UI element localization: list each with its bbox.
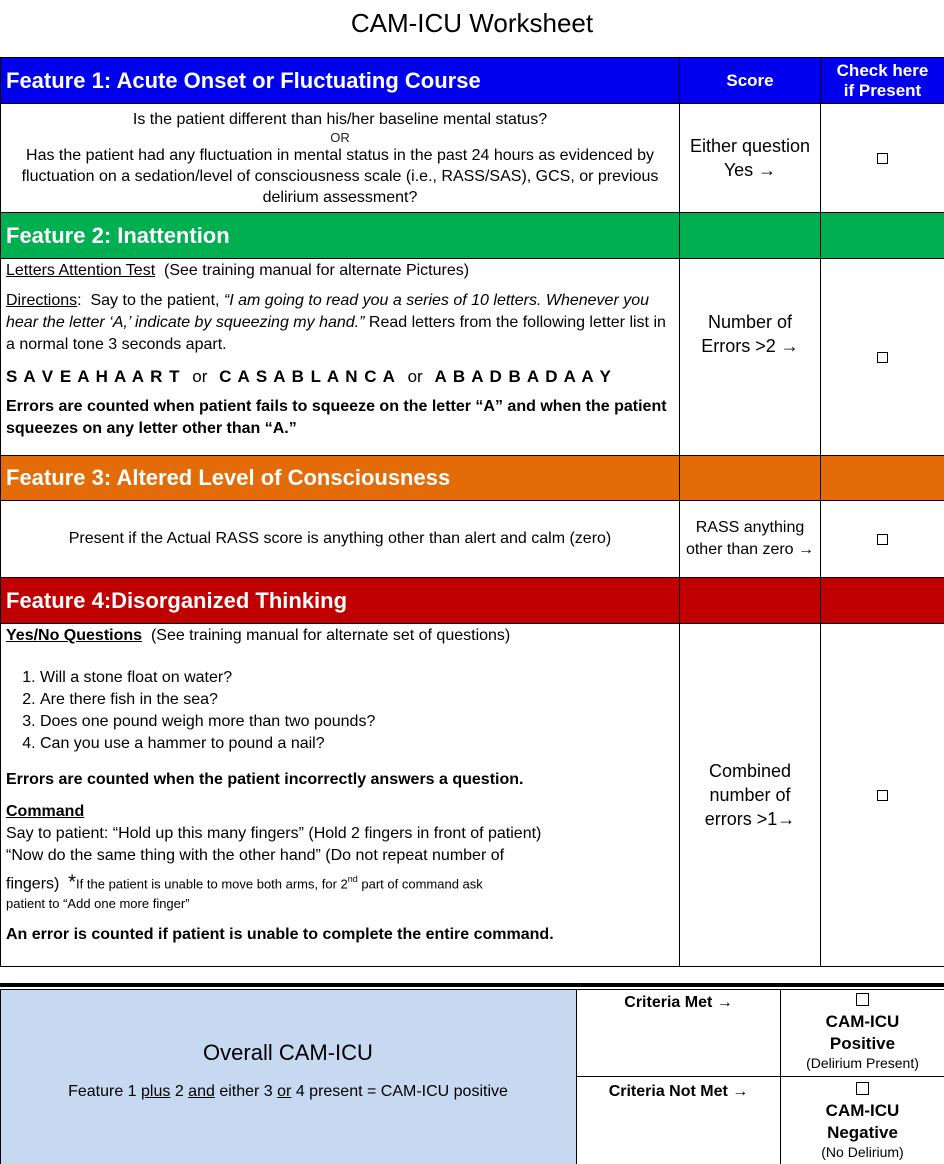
letter-list-3: A B A D B A D A A Y [434, 367, 612, 386]
feature3-body: Present if the Actual RASS score is anything other than alert and calm (zero) [68, 530, 612, 547]
feature1-or: OR [330, 129, 350, 145]
yes-no-title: Yes/No Questions [6, 627, 143, 644]
positive-note: (Delirium Present) [806, 1055, 919, 1071]
yes-no-note: (See training manual for alternate set of questions) [142, 627, 511, 644]
check-label-1: Check here [836, 60, 929, 80]
score-column-header: Score [726, 70, 774, 90]
directions-quote: “I am going to read you a series of 10 letters. Whenever you hear the letter ‘A,’ indicate by squeezing my hand.” [6, 292, 650, 331]
question-item: 2. Are there fish in the sea? [40, 689, 676, 711]
criteria-not-met-label: Criteria Not Met → [608, 1083, 749, 1100]
command-line-1: Say to patient: “Hold up this many fingers” (Hold 2 fingers in front of patient) [6, 825, 542, 842]
note-sup: nd [347, 874, 358, 884]
rule-part-a: Feature 1 [68, 1083, 142, 1100]
negative-result [781, 1082, 944, 1160]
feature1-checkbox[interactable] [821, 104, 944, 212]
feature1-q1: Is the patient different than his/her baseline mental status? [132, 110, 548, 128]
feature3-score: RASS anything other than zero → [685, 519, 815, 558]
note-close: ) [463, 262, 470, 279]
feature2-errors: Errors are counted when patient fails to squeeze on the letter “A” and when the patient squeezes on any letter other than “A.” [6, 398, 667, 437]
feature2-header [0, 212, 944, 259]
negative-checkbox[interactable] [856, 1082, 869, 1095]
check-column-header [821, 58, 944, 103]
feature4-score: Combined number of errors >1→ [704, 761, 796, 829]
command-line-3: fingers) [6, 875, 69, 893]
letter-list-1: S A V E A H A A R T [6, 367, 181, 386]
feature2-checkbox[interactable] [821, 259, 944, 455]
feature3-checkbox[interactable] [821, 501, 944, 577]
feature2-body [6, 259, 676, 455]
positive-checkbox[interactable] [856, 993, 869, 1006]
page-title: CAM-ICU Worksheet [350, 8, 594, 38]
question-item: 4. Can you use a hammer to pound a nail? [40, 733, 676, 755]
feature1-body [4, 104, 676, 212]
rule-or: or [277, 1083, 292, 1100]
letters-test-note: (See training manual for alternate [155, 262, 406, 279]
criteria-met-label: Criteria Met → [624, 994, 733, 1011]
rule-part-b: 2 [170, 1083, 189, 1100]
feature2-title: Feature 2: Inattention [6, 222, 230, 248]
section-separator [0, 983, 944, 987]
feature4-header [0, 577, 944, 624]
letter-or-2: or [407, 367, 423, 386]
positive-label-2: Positive [829, 1034, 896, 1053]
feature4-body [6, 624, 676, 966]
question-item: 3. Does one pound weigh more than two pounds? [40, 711, 676, 733]
positive-result [781, 993, 944, 1071]
rule-part-d: 4 present = CAM-ICU positive [291, 1083, 508, 1100]
feature3-title: Feature 3: Altered Level of Consciousness [6, 465, 451, 490]
overall-panel [0, 989, 576, 1164]
letter-or-1: or [192, 367, 208, 386]
negative-note: (No Delirium) [821, 1144, 904, 1160]
command-label: Command [6, 803, 85, 820]
note-part-a: If the patient is unable to move both arms, for 2 [76, 876, 348, 892]
check-label-2: if Present [843, 80, 922, 100]
letter-list-2: C A S A B L A N C A [219, 367, 396, 386]
directions-rest: Read letters from the following letter list in a normal tone 3 seconds apart. [6, 314, 666, 353]
note-part-c: patient to “Add one more finger” [6, 896, 190, 912]
asterisk: * [68, 871, 77, 894]
feature1-score: Either question Yes → [689, 136, 811, 180]
command-error: An error is counted if patient is unable to complete the entire command. [6, 926, 554, 944]
overall-title: Overall CAM-ICU [203, 1040, 373, 1065]
pictures-label: Pictures [405, 262, 464, 279]
rule-and: and [188, 1083, 215, 1100]
question-item: 1. Will a stone float on water? [40, 667, 676, 689]
positive-label-1: CAM-ICU [825, 1012, 900, 1031]
feature4-title: Feature 4:Disorganized Thinking [6, 587, 348, 613]
note-part-b: part of command ask [357, 876, 483, 892]
feature3-header [0, 455, 944, 501]
negative-label-1: CAM-ICU [825, 1101, 900, 1120]
rule-plus: plus [141, 1083, 171, 1100]
feature1-title: Feature 1: Acute Onset or Fluctuating Course [6, 67, 481, 93]
overall-rule [0, 1078, 576, 1106]
directions-intro: : Say to the patient, [77, 292, 224, 309]
rule-part-c: either 3 [214, 1083, 278, 1100]
feature2-score: Number of Errors >2 → [701, 312, 799, 356]
feature1-q2: Has the patient had any fluctuation in mental status in the past 24 hours as evidenced by fluctuation on a sedation/level of consciousness scale (i.e., RASS/SAS), GCS, or previous delirium assessment? [21, 146, 659, 206]
command-line-2: “Now do the same thing with the other hand” (Do not repeat number of [6, 847, 505, 864]
question-list [6, 667, 676, 755]
letters-test-title: Letters Attention Test [6, 262, 156, 279]
feature4-checkbox[interactable] [821, 624, 944, 966]
feature4-errors: Errors are counted when the patient incorrectly answers a question. [6, 771, 524, 788]
directions-label: Directions [6, 292, 78, 309]
negative-label-2: Negative [827, 1123, 898, 1142]
